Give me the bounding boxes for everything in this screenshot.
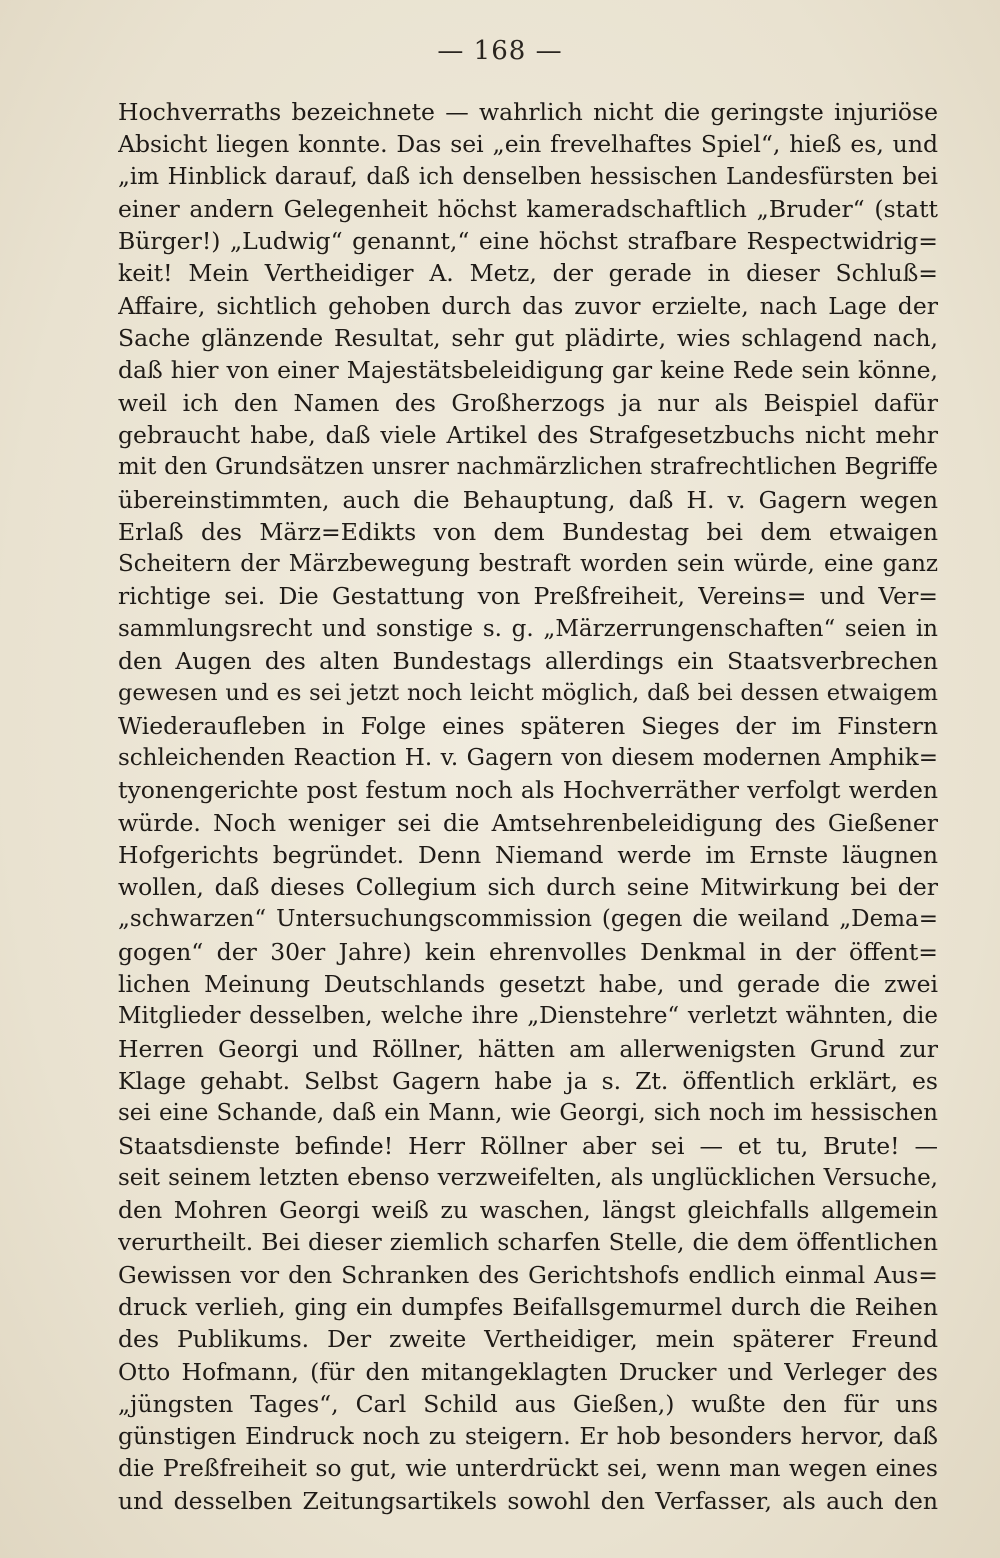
text-line: Hofgerichts begründet. Denn Niemand werde im Ernste läugnen: [118, 840, 938, 869]
text-line: Scheitern der Märzbewegung bestraft worden sein würde, eine ganz: [118, 551, 938, 578]
text-line: günstigen Eindruck noch zu steigern. Er hob besonders hervor, daß: [118, 1422, 938, 1451]
text-line: des Publikums. Der zweite Vertheidiger, mein späterer Freund: [118, 1325, 938, 1354]
text-line: „im Hinblick darauf, daß ich denselben hessischen Landesfürsten bei: [118, 163, 938, 190]
text-line: keit! Mein Vertheidiger A. Metz, der gerade in dieser Schluß=: [118, 259, 938, 288]
text-line: Affaire, sichtlich gehoben durch das zuvor erzielte, nach Lage der: [118, 291, 938, 320]
text-line: gewesen und es sei jetzt noch leicht möglich, daß bei dessen etwaigem: [118, 680, 938, 707]
text-line: wollen, daß dieses Collegium sich durch seine Mitwirkung bei der: [118, 873, 938, 902]
text-line: Klage gehabt. Selbst Gagern habe ja s. Zt. öffentlich erklärt, es: [118, 1066, 938, 1095]
body-text: [118, 96, 938, 1517]
text-line: Hochverraths bezeichnete — wahrlich nicht die geringste injuriöse: [118, 98, 938, 126]
text-line: „jüngsten Tages“, Carl Schild aus Gießen,) wußte den für uns: [118, 1389, 938, 1418]
text-line: Sache glänzende Resultat, sehr gut plädirte, wies schlagend nach,: [118, 324, 938, 353]
text-line: Staatsdienste befinde! Herr Röllner aber sei — et tu, Brute! —: [118, 1131, 938, 1160]
text-line: Mitglieder desselben, welche ihre „Dienstehre“ verletzt wähnten, die: [118, 1003, 938, 1030]
text-line: seit seinem letzten ebenso verzweifelten, als unglücklichen Versuche,: [118, 1164, 938, 1191]
text-line: „schwarzen“ Untersuchungscommission (gegen die weiland „Dema=: [118, 906, 938, 933]
text-line: die Preßfreiheit so gut, wie unterdrückt sei, wenn man wegen eines: [118, 1454, 938, 1483]
text-line: schleichenden Reaction H. v. Gagern von diesem modernen Amphik=: [118, 744, 938, 771]
text-line: und desselben Zeitungsartikels sowohl den Verfasser, als auch den: [118, 1486, 938, 1515]
text-line: verurtheilt. Bei dieser ziemlich scharfen Stelle, die dem öffentlichen: [118, 1228, 938, 1257]
text-line: Bürger!) „Ludwig“ genannt,“ eine höchst strafbare Respectwidrig=: [118, 227, 938, 256]
text-line: gebraucht habe, daß viele Artikel des Strafgesetzbuchs nicht mehr: [118, 420, 938, 449]
text-line: Otto Hofmann, (für den mitangeklagten Drucker und Verleger des: [118, 1357, 938, 1386]
text-line: würde. Noch weniger sei die Amtsehrenbeleidigung des Gießener: [118, 808, 938, 837]
text-line: Gewissen vor den Schranken des Gerichtshofs endlich einmal Aus=: [118, 1260, 938, 1289]
page-number: — 168 —: [437, 36, 563, 66]
text-line: Wiederaufleben in Folge eines späteren Sieges der im Finstern: [118, 711, 938, 740]
text-line: weil ich den Namen des Großherzogs ja nur als Beispiel dafür: [118, 388, 938, 417]
text-line: tyonengerichte post festum noch als Hochverräther verfolgt werden: [118, 776, 938, 805]
text-line: lichen Meinung Deutschlands gesetzt habe, und gerade die zwei: [118, 970, 938, 999]
text-line: Herren Georgi und Röllner, hätten am allerwenigsten Grund zur: [118, 1034, 938, 1063]
text-line: sei eine Schande, daß ein Mann, wie Georgi, sich noch im hessischen: [118, 1100, 938, 1127]
text-line: mit den Grundsätzen unsrer nachmärzlichen strafrechtlichen Begriffe: [118, 454, 938, 481]
text-line: den Augen des alten Bundestags allerdings ein Staatsverbrechen: [118, 647, 938, 676]
text-line: gogen“ der 30er Jahre) kein ehrenvolles Denkmal in der öffent=: [118, 937, 938, 966]
text-line: daß hier von einer Majestätsbeleidigung gar keine Rede sein könne,: [118, 356, 938, 385]
text-line: sammlungsrecht und sonstige s. g. „Märzerrungenschaften“ seien in: [118, 615, 938, 642]
text-line: Absicht liegen konnte. Das sei „ein frevelhaftes Spiel“, hieß es, und: [118, 130, 938, 159]
text-line: den Mohren Georgi weiß zu waschen, längst gleichfalls allgemein: [118, 1196, 938, 1225]
text-line: druck verlieh, ging ein dumpfes Beifallsgemurmel durch die Reihen: [118, 1292, 938, 1321]
text-line: richtige sei. Die Gestattung von Preßfreiheit, Vereins= und Ver=: [118, 582, 938, 611]
text-line: Erlaß des März=Edikts von dem Bundestag bei dem etwaigen: [118, 517, 938, 546]
text-line: einer andern Gelegenheit höchst kameradschaftlich „Bruder“ (statt: [118, 194, 938, 223]
text-line: übereinstimmten, auch die Behauptung, daß H. v. Gagern wegen: [118, 485, 938, 514]
